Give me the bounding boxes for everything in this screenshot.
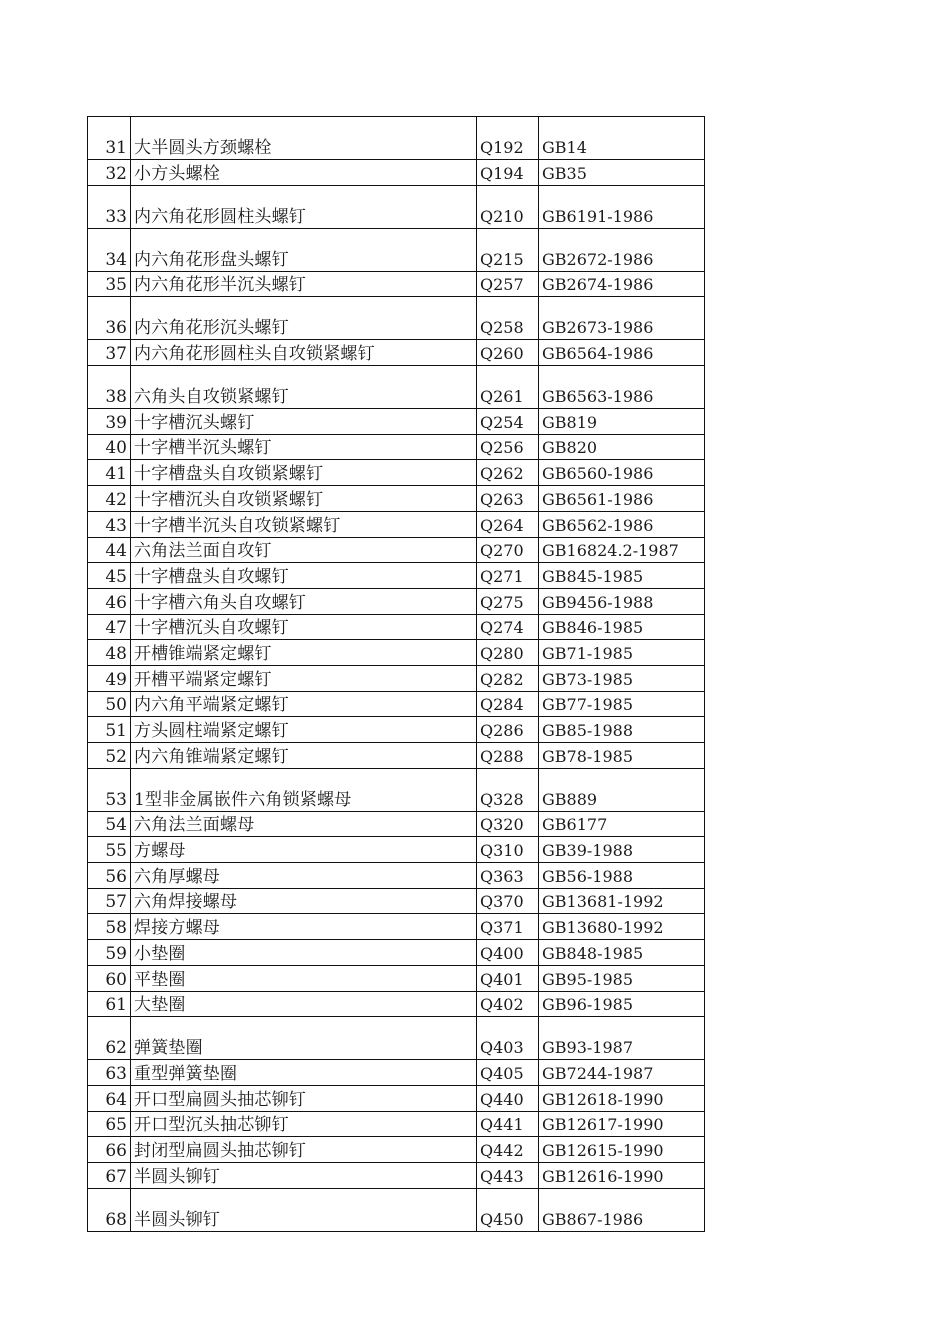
part-name-cell: 方螺母 [131,837,477,863]
standard-number-cell: GB6177 [539,811,705,837]
part-name-cell: 十字槽盘头自攻锁紧螺钉 [131,460,477,486]
part-name-cell: 半圆头铆钉 [131,1162,477,1188]
part-name-cell: 开槽锥端紧定螺钉 [131,640,477,666]
part-name-cell: 小方头螺栓 [131,160,477,186]
fastener-standards-table [87,116,705,1232]
part-name-cell: 开口型扁圆头抽芯铆钉 [131,1085,477,1111]
row-number-cell: 51 [88,717,131,743]
part-name-cell: 十字槽盘头自攻螺钉 [131,563,477,589]
standard-number-cell: GB12615-1990 [539,1137,705,1163]
table-row [88,888,705,914]
table-row [88,297,705,340]
table-row [88,160,705,186]
part-name-cell: 平垫圈 [131,965,477,991]
part-code-cell: Q254 [477,409,539,435]
row-number-cell: 67 [88,1162,131,1188]
table-row [88,991,705,1017]
standard-number-cell: GB78-1985 [539,743,705,769]
table-row [88,768,705,811]
part-code-cell: Q402 [477,991,539,1017]
table-row [88,914,705,940]
part-code-cell: Q441 [477,1111,539,1137]
table-row [88,434,705,460]
part-name-cell: 十字槽沉头自攻锁紧螺钉 [131,486,477,512]
part-code-cell: Q275 [477,588,539,614]
standard-number-cell: GB846-1985 [539,614,705,640]
table-row [88,863,705,889]
table-row [88,271,705,297]
table-row [88,691,705,717]
part-code-cell: Q260 [477,340,539,366]
row-number-cell: 54 [88,811,131,837]
standard-number-cell: GB14 [539,117,705,160]
standard-number-cell: GB12616-1990 [539,1162,705,1188]
row-number-cell: 61 [88,991,131,1017]
table-row [88,511,705,537]
table-row [88,1137,705,1163]
part-code-cell: Q288 [477,743,539,769]
table-row [88,717,705,743]
row-number-cell: 57 [88,888,131,914]
part-name-cell: 开口型沉头抽芯铆钉 [131,1111,477,1137]
part-name-cell: 六角厚螺母 [131,863,477,889]
row-number-cell: 39 [88,409,131,435]
row-number-cell: 35 [88,271,131,297]
part-code-cell: Q282 [477,665,539,691]
row-number-cell: 53 [88,768,131,811]
part-code-cell: Q328 [477,768,539,811]
part-name-cell: 重型弹簧垫圈 [131,1060,477,1086]
table-row [88,743,705,769]
row-number-cell: 31 [88,117,131,160]
standard-number-cell: GB12618-1990 [539,1085,705,1111]
part-name-cell: 内六角花形圆柱头螺钉 [131,185,477,228]
standard-number-cell: GB2674-1986 [539,271,705,297]
part-name-cell: 十字槽半沉头自攻锁紧螺钉 [131,511,477,537]
table-row [88,1060,705,1086]
row-number-cell: 62 [88,1017,131,1060]
table-row [88,366,705,409]
part-code-cell: Q371 [477,914,539,940]
part-name-cell: 大半圆头方颈螺栓 [131,117,477,160]
table-row [88,486,705,512]
row-number-cell: 46 [88,588,131,614]
row-number-cell: 38 [88,366,131,409]
table-row [88,228,705,271]
part-name-cell: 六角焊接螺母 [131,888,477,914]
part-code-cell: Q192 [477,117,539,160]
row-number-cell: 65 [88,1111,131,1137]
part-code-cell: Q310 [477,837,539,863]
part-code-cell: Q363 [477,863,539,889]
part-code-cell: Q370 [477,888,539,914]
standard-number-cell: GB6191-1986 [539,185,705,228]
standard-number-cell: GB6564-1986 [539,340,705,366]
part-code-cell: Q440 [477,1085,539,1111]
standard-number-cell: GB889 [539,768,705,811]
part-name-cell: 十字槽沉头螺钉 [131,409,477,435]
standard-number-cell: GB93-1987 [539,1017,705,1060]
part-code-cell: Q270 [477,537,539,563]
row-number-cell: 36 [88,297,131,340]
standard-number-cell: GB845-1985 [539,563,705,589]
row-number-cell: 64 [88,1085,131,1111]
part-name-cell: 内六角锥端紧定螺钉 [131,743,477,769]
standard-number-cell: GB95-1985 [539,965,705,991]
part-code-cell: Q320 [477,811,539,837]
standard-number-cell: GB9456-1988 [539,588,705,614]
part-name-cell: 封闭型扁圆头抽芯铆钉 [131,1137,477,1163]
part-name-cell: 开槽平端紧定螺钉 [131,665,477,691]
standard-number-cell: GB96-1985 [539,991,705,1017]
part-code-cell: Q401 [477,965,539,991]
standard-number-cell: GB85-1988 [539,717,705,743]
row-number-cell: 45 [88,563,131,589]
row-number-cell: 50 [88,691,131,717]
table-row [88,1188,705,1231]
table-row [88,1162,705,1188]
standard-number-cell: GB16824.2-1987 [539,537,705,563]
part-code-cell: Q215 [477,228,539,271]
row-number-cell: 37 [88,340,131,366]
table-row [88,537,705,563]
row-number-cell: 63 [88,1060,131,1086]
part-code-cell: Q194 [477,160,539,186]
part-name-cell: 弹簧垫圈 [131,1017,477,1060]
standard-number-cell: GB56-1988 [539,863,705,889]
part-code-cell: Q257 [477,271,539,297]
row-number-cell: 55 [88,837,131,863]
standard-number-cell: GB12617-1990 [539,1111,705,1137]
part-name-cell: 内六角平端紧定螺钉 [131,691,477,717]
row-number-cell: 48 [88,640,131,666]
table-row [88,588,705,614]
part-name-cell: 十字槽六角头自攻螺钉 [131,588,477,614]
row-number-cell: 47 [88,614,131,640]
part-name-cell: 六角法兰面自攻钉 [131,537,477,563]
part-code-cell: Q258 [477,297,539,340]
part-code-cell: Q403 [477,1017,539,1060]
part-code-cell: Q405 [477,1060,539,1086]
row-number-cell: 58 [88,914,131,940]
part-name-cell: 十字槽沉头自攻螺钉 [131,614,477,640]
row-number-cell: 33 [88,185,131,228]
table-row [88,665,705,691]
standard-number-cell: GB35 [539,160,705,186]
table-row [88,563,705,589]
part-name-cell: 1型非金属嵌件六角锁紧螺母 [131,768,477,811]
row-number-cell: 52 [88,743,131,769]
part-code-cell: Q256 [477,434,539,460]
part-name-cell: 十字槽半沉头螺钉 [131,434,477,460]
part-code-cell: Q274 [477,614,539,640]
standard-number-cell: GB73-1985 [539,665,705,691]
table-body [88,117,705,1232]
part-name-cell: 焊接方螺母 [131,914,477,940]
standard-number-cell: GB71-1985 [539,640,705,666]
table-row [88,1085,705,1111]
table-row [88,117,705,160]
part-code-cell: Q280 [477,640,539,666]
part-name-cell: 六角头自攻锁紧螺钉 [131,366,477,409]
standard-number-cell: GB39-1988 [539,837,705,863]
part-name-cell: 内六角花形圆柱头自攻锁紧螺钉 [131,340,477,366]
table-row [88,614,705,640]
row-number-cell: 44 [88,537,131,563]
standard-number-cell: GB6563-1986 [539,366,705,409]
part-name-cell: 内六角花形盘头螺钉 [131,228,477,271]
part-name-cell: 方头圆柱端紧定螺钉 [131,717,477,743]
table-row [88,940,705,966]
row-number-cell: 34 [88,228,131,271]
part-code-cell: Q442 [477,1137,539,1163]
part-code-cell: Q261 [477,366,539,409]
standard-number-cell: GB867-1986 [539,1188,705,1231]
part-code-cell: Q210 [477,185,539,228]
standard-number-cell: GB7244-1987 [539,1060,705,1086]
row-number-cell: 41 [88,460,131,486]
part-code-cell: Q443 [477,1162,539,1188]
table-row [88,460,705,486]
part-code-cell: Q262 [477,460,539,486]
row-number-cell: 40 [88,434,131,460]
standard-number-cell: GB819 [539,409,705,435]
table-row [88,811,705,837]
row-number-cell: 56 [88,863,131,889]
table-row [88,1017,705,1060]
part-name-cell: 六角法兰面螺母 [131,811,477,837]
standard-number-cell: GB77-1985 [539,691,705,717]
standard-number-cell: GB2673-1986 [539,297,705,340]
standard-number-cell: GB2672-1986 [539,228,705,271]
part-name-cell: 内六角花形半沉头螺钉 [131,271,477,297]
row-number-cell: 49 [88,665,131,691]
table-row [88,837,705,863]
part-name-cell: 大垫圈 [131,991,477,1017]
table-row [88,409,705,435]
part-code-cell: Q284 [477,691,539,717]
standard-number-cell: GB848-1985 [539,940,705,966]
standard-number-cell: GB6561-1986 [539,486,705,512]
table-row [88,185,705,228]
row-number-cell: 32 [88,160,131,186]
part-name-cell: 内六角花形沉头螺钉 [131,297,477,340]
part-code-cell: Q400 [477,940,539,966]
standard-number-cell: GB6560-1986 [539,460,705,486]
row-number-cell: 59 [88,940,131,966]
row-number-cell: 42 [88,486,131,512]
part-name-cell: 半圆头铆钉 [131,1188,477,1231]
table-row [88,640,705,666]
table-row [88,965,705,991]
row-number-cell: 66 [88,1137,131,1163]
part-code-cell: Q264 [477,511,539,537]
part-code-cell: Q450 [477,1188,539,1231]
row-number-cell: 68 [88,1188,131,1231]
standard-number-cell: GB13680-1992 [539,914,705,940]
row-number-cell: 60 [88,965,131,991]
table-row [88,340,705,366]
table-row [88,1111,705,1137]
part-name-cell: 小垫圈 [131,940,477,966]
standard-number-cell: GB820 [539,434,705,460]
part-code-cell: Q271 [477,563,539,589]
row-number-cell: 43 [88,511,131,537]
part-code-cell: Q263 [477,486,539,512]
standard-number-cell: GB13681-1992 [539,888,705,914]
standard-number-cell: GB6562-1986 [539,511,705,537]
part-code-cell: Q286 [477,717,539,743]
